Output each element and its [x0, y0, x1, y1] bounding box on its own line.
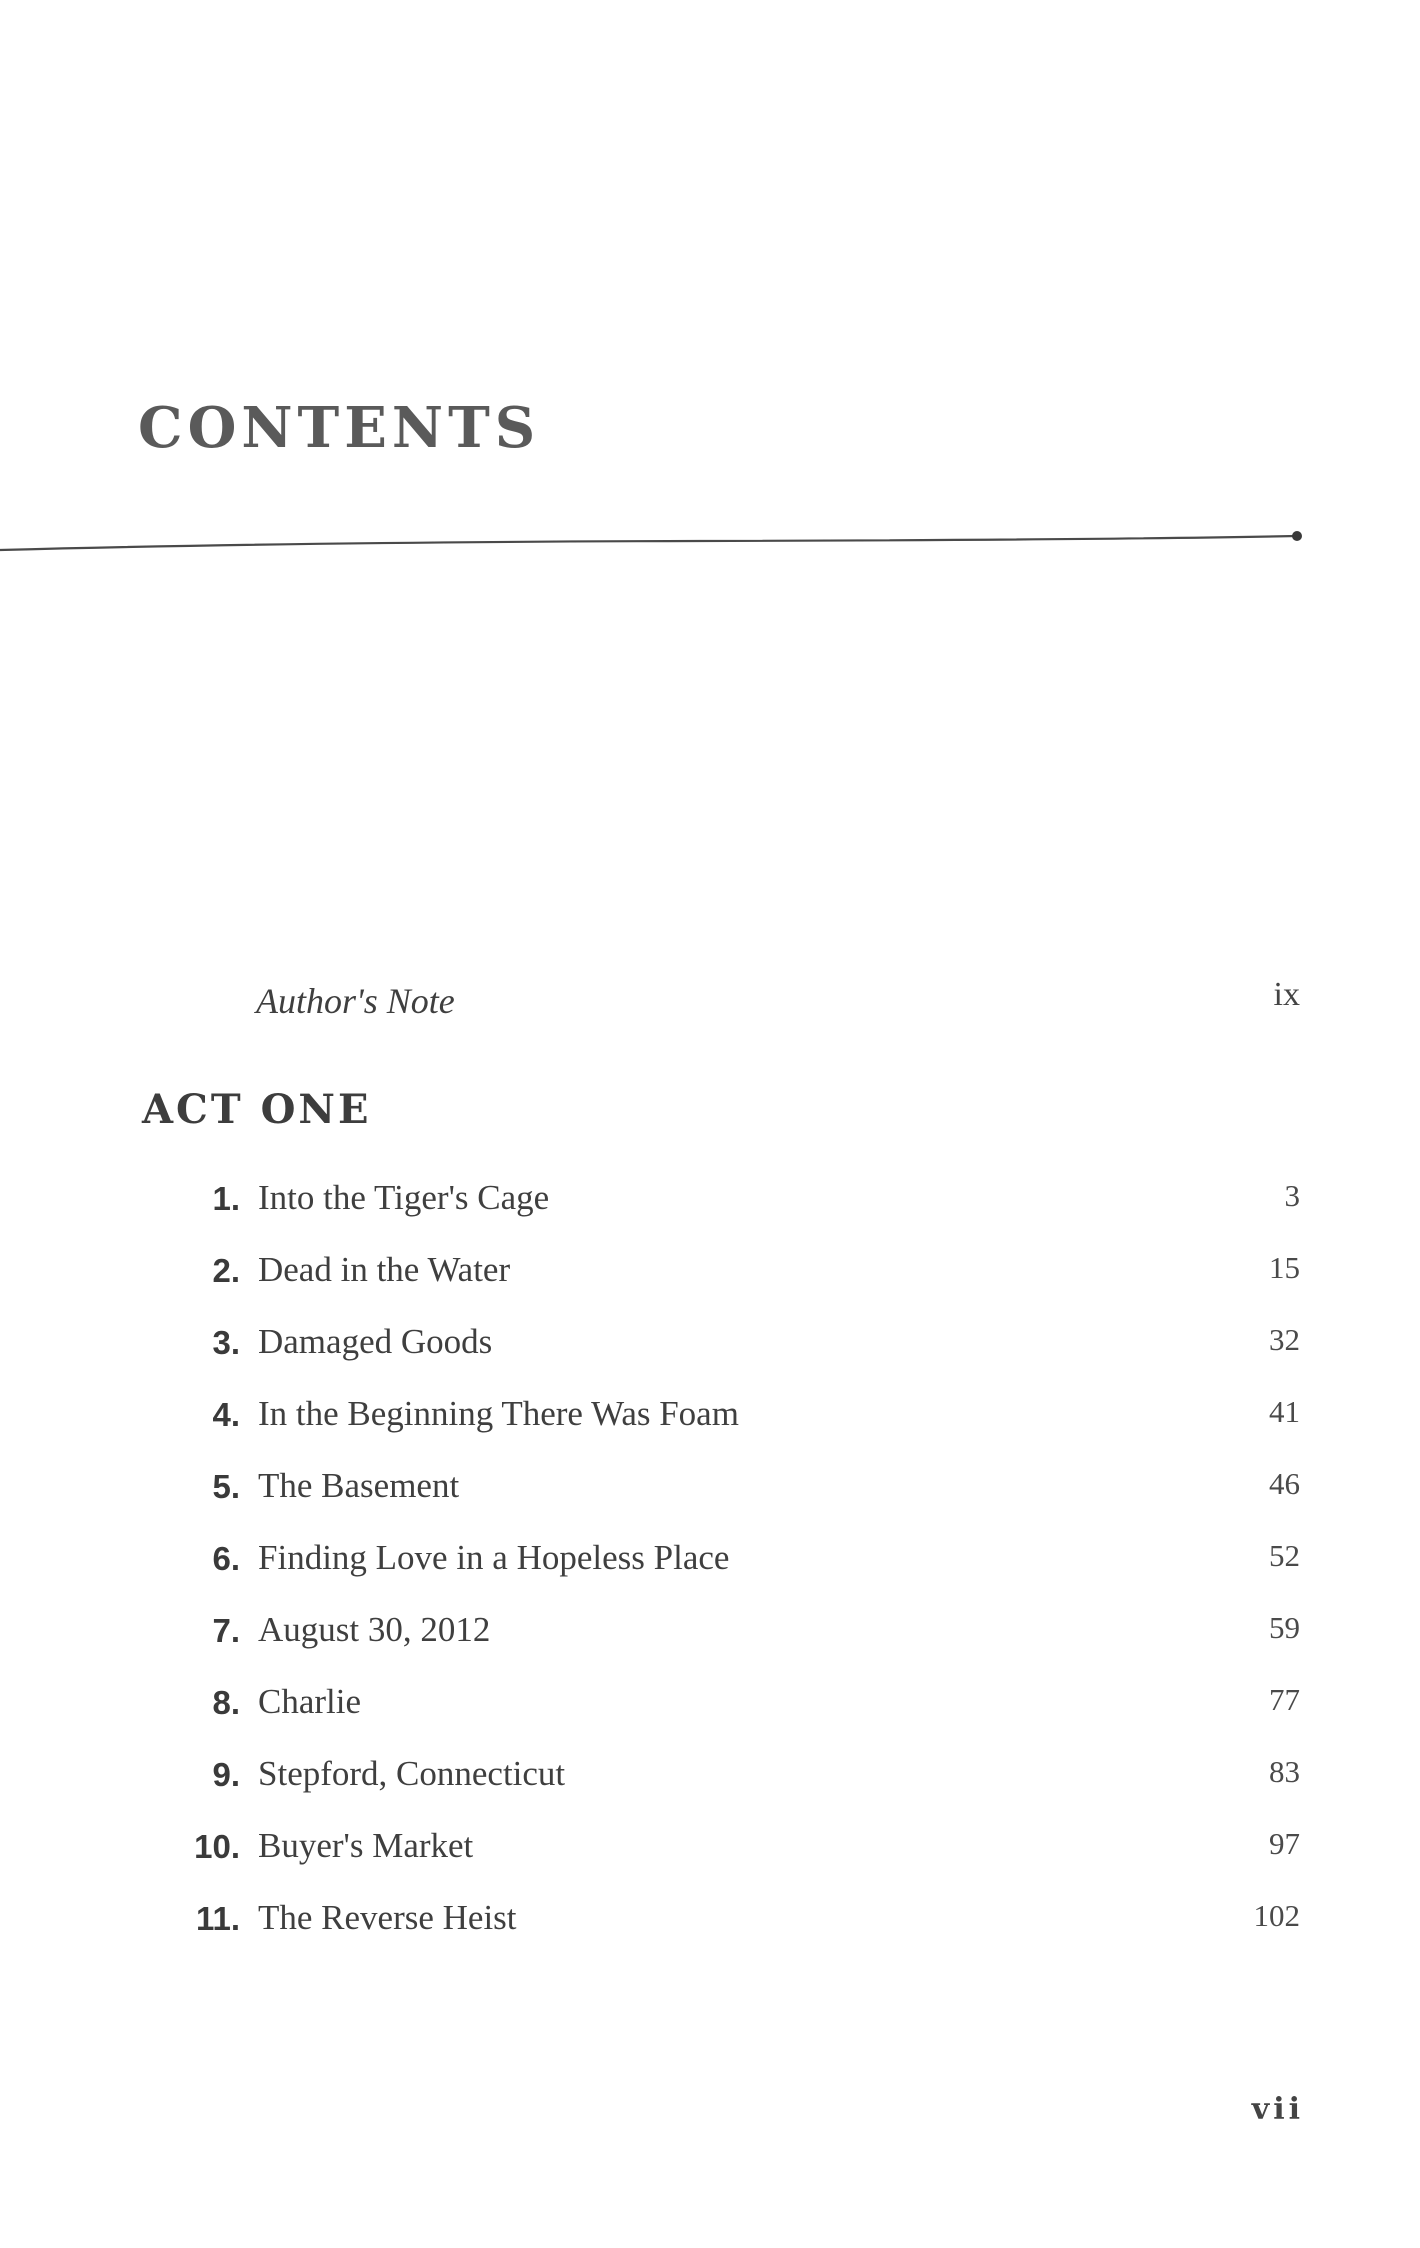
chapter-page: 77	[1269, 1682, 1300, 1717]
chapter-title: Dead in the Water	[258, 1250, 511, 1289]
chapter-title: Damaged Goods	[258, 1322, 493, 1361]
chapter-page: 15	[1269, 1250, 1300, 1285]
chapter-title: The Reverse Heist	[258, 1898, 517, 1937]
chapter-entry	[0, 1388, 1420, 1460]
chapter-entry	[0, 1316, 1420, 1388]
chapter-number: 8.	[212, 1684, 240, 1721]
chapter-entry	[0, 1604, 1420, 1676]
chapter-entry	[0, 1892, 1420, 1964]
act-title: ACT ONE	[142, 1086, 372, 1133]
chapter-page: 46	[1269, 1466, 1300, 1501]
chapter-entry	[0, 1820, 1420, 1892]
chapter-number: 1.	[212, 1180, 240, 1217]
chapter-entry	[0, 1748, 1420, 1820]
chapter-page: 83	[1269, 1754, 1300, 1789]
chapter-title: In the Beginning There Was Foam	[258, 1394, 739, 1433]
chapter-page: 41	[1269, 1394, 1300, 1429]
chapter-number: 7.	[212, 1612, 240, 1649]
chapter-entry	[0, 1532, 1420, 1604]
chapter-page: 52	[1269, 1538, 1300, 1573]
chapter-page: 59	[1269, 1610, 1300, 1645]
chapter-number: 11.	[195, 1900, 240, 1937]
chapter-title: Into the Tiger's Cage	[258, 1178, 550, 1217]
page-number: vii	[1251, 2092, 1304, 2127]
chapter-entry	[0, 1244, 1420, 1316]
page-title: CONTENTS	[138, 395, 541, 461]
chapter-page: 3	[1284, 1178, 1300, 1213]
chapter-title: Charlie	[258, 1682, 362, 1721]
chapter-entry	[0, 1676, 1420, 1748]
chapter-number: 4.	[212, 1396, 240, 1433]
title-rule	[0, 520, 1310, 560]
authors-note-page: ix	[1273, 976, 1300, 1013]
chapter-number: 5.	[212, 1468, 240, 1505]
chapter-title: Buyer's Market	[258, 1826, 474, 1865]
chapter-page: 97	[1269, 1826, 1300, 1861]
chapter-page: 102	[1253, 1898, 1300, 1933]
chapter-list	[0, 1172, 1420, 1964]
chapter-title: Finding Love in a Hopeless Place	[258, 1538, 730, 1577]
chapter-title: The Basement	[258, 1466, 460, 1505]
chapter-number: 3.	[212, 1324, 240, 1361]
chapter-number: 6.	[212, 1540, 240, 1577]
chapter-number: 9.	[212, 1756, 240, 1793]
chapter-page: 32	[1269, 1322, 1300, 1357]
chapter-entry	[0, 1172, 1420, 1244]
chapter-number: 2.	[212, 1252, 240, 1289]
chapter-title: Stepford, Connecticut	[258, 1754, 566, 1793]
chapter-entry	[0, 1460, 1420, 1532]
chapter-number: 10.	[194, 1828, 240, 1865]
chapter-title: August 30, 2012	[258, 1610, 491, 1649]
authors-note-title: Author's Note	[256, 981, 455, 1021]
